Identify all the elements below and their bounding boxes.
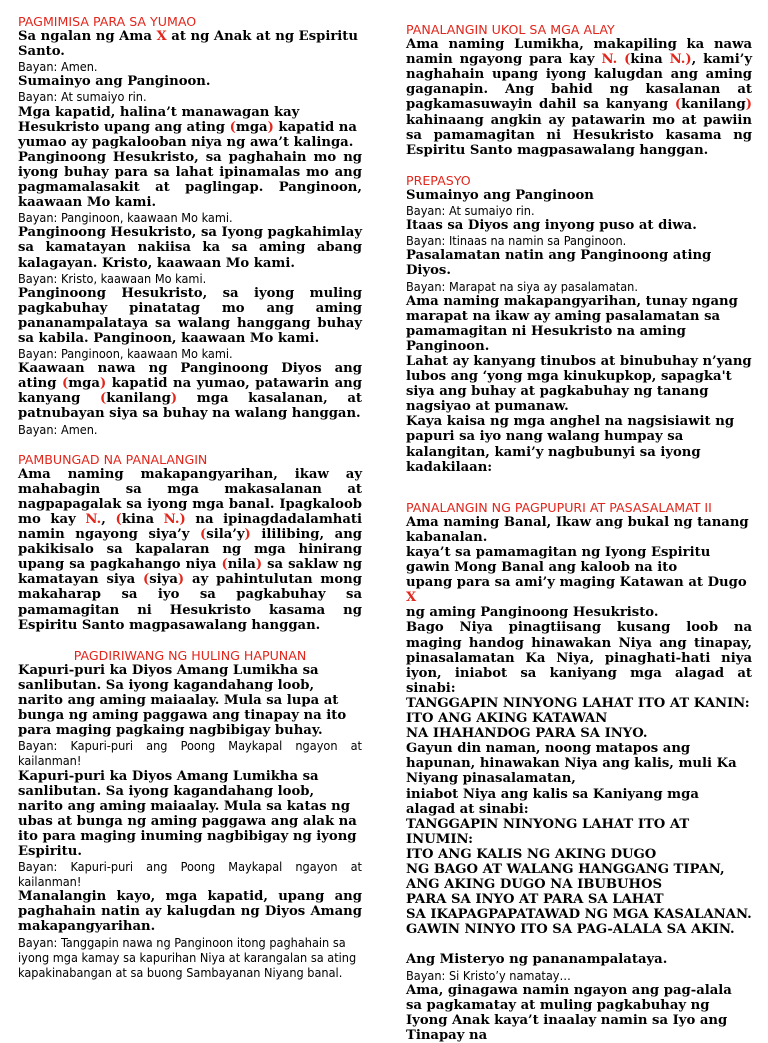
rubric-mark: ) (244, 527, 251, 543)
rubric-mark: N. (669, 52, 686, 68)
prayer-text-s1-p4: Panginoong Hesukristo, sa paghahain mo ng iyong buhay para sa lahat ipinamalas mo ang pagmamalasakit at paglingap. Panginoon, kaawaan Mo kami. (18, 149, 362, 211)
prayer-text-s4-p1: Ama naming Lumikha, makapiling ka nawa namin ngayong para kay N. (kina N.), kami’y naghahain upang iyong kalugdan ang aming gaganapin. Ang bahid ng kasalanan at pagkamasuwayin dahil sa kanyang (kanilang) kahinaang angkin ay patawarin mo at pawiin sa pamamagitan ni Hesukristo kasama ng Espiritu Santo magpasawalang hanggan. (406, 37, 752, 158)
section-heading-s3-h: PAGDIRIWANG NG HULING HAPUNAN (73, 647, 307, 663)
rubric-mark: ( (229, 119, 236, 135)
rubric-mark: ( (115, 512, 122, 527)
rubric-mark: N. (601, 52, 618, 68)
prayer-text-s1-p6: Panginoong Hesukristo, sa iyong muling pagkabuhay pinatatag mo ang aming pananampalataya sa walang hanggang buhay sa kabila. Panginoon, kaawaan Mo kami. (18, 285, 362, 346)
rubric-mark: ( (674, 97, 682, 113)
response-line-s1-b1: Bayan: Amen. (18, 59, 98, 75)
spacer (18, 437, 362, 452)
spacer (406, 475, 752, 500)
prayer-text-s5-p1: Sumainyo ang Panginoon (406, 187, 594, 203)
prayer-text-s3-p3: Manalangin kayo, mga kapatid, upang ang paghahain natin ay kalugdan ng Diyos Amang makapangyarihan. (18, 889, 362, 935)
prayer-text-s6-p3: Bago Niya pinagtiisang kusang loob na maging handog hinawakan Niya ang tinapay, pinasalamatan Ka Niya, pinaghati-hati niya iyon, iniabot sa kaniyang mga alagad at sinabi: (406, 620, 752, 696)
section-heading-s5-h: PREPASYO (406, 172, 471, 188)
prayer-text-s6-p5: Gayun din naman, noong matapos ang hapunan, hinawakan Niya ang kalis, muli Ka Niyang pinasalamatan, iniabot Niya ang kalis sa Kaniyang mga alagad at sinabi: (406, 741, 737, 817)
left-column (18, 14, 362, 980)
response-line-s5-b3: Bayan: Marapat na siya ay pasalamatan. (406, 278, 638, 294)
prayer-text-s3-p2: Kapuri-puri ka Diyos Amang Lumikha sa sanlibutan. Sa iyong kagandahang loob, narito ang aming maiaalay. Mula sa katas ng ubas at bunga ng aming paggawa ang alak na ito para maging inuming nagbibigay ng iyong Espiritu. (18, 768, 357, 859)
rubric-mark: ( (624, 52, 631, 68)
prayer-text-s3-p1: Kapuri-puri ka Diyos Amang Lumikha sa sanlibutan. Sa iyong kagandahang loob, narito ang aming maiaalay. Mula sa lupa at bunga ng aming paggawa ang tinapay na ito para maging pagkaing nagbibigay buhay. (18, 662, 347, 739)
response-line-s1-b2: Bayan: At sumaiyo rin. (18, 89, 147, 105)
rubric-mark: X (406, 590, 417, 606)
prayer-text-s5-p6: Kaya kaisa ng mga anghel na nagsisiawit ng papuri sa iyo nang walang humpay sa kalangitan, kami’y nagbubunyi sa iyong kadakilaan: (406, 414, 735, 475)
section-heading-s1-h: PAGMIMISA PARA SA YUMAO (18, 14, 197, 29)
response-line-s5-b2: Bayan: Itinaas na namin sa Panginoon. (406, 233, 627, 249)
spacer (406, 158, 752, 173)
section-heading-s2-h: PAMBUNGAD NA PANALANGIN (18, 451, 208, 467)
prayer-text-s1-p2: Sumainyo ang Panginoon. (18, 74, 211, 90)
prayer-text-s1-p7: Kaawaan nawa ng Panginoong Diyos ang ating (mga) kapatid na yumao, patawarin ang kanyang (kanilang) mga kasalanan, at patnubayan siya sa buhay na walang hanggan. (18, 361, 362, 422)
rubric-mark: ) (177, 572, 185, 588)
prayer-text-s6-p2: kaya’t sa pamamagitan ng Iyong Espiritu gawin Mong Banal ang kaloob na ito upang para sa ami’y maging Katawan at Dugo X ng aming Panginoong Hesukristo. (406, 545, 747, 621)
response-line-s5-b1: Bayan: At sumaiyo rin. (406, 203, 535, 219)
rubric-mark: ) (179, 512, 186, 527)
prayer-text-s6-p4: TANGGAPIN NINYONG LAHAT ITO AT KANIN: ITO ANG AKING KATAWAN NA IHAHANDOG PARA SA INYO. (406, 695, 750, 742)
rubric-mark: N. (85, 512, 102, 527)
prayer-text-s1-p5: Panginoong Hesukristo, sa Iyong pagkahimlay sa kamatayan nakiisa ka sa aming abang kalagayan. Kristo, kaawaan Mo kami. (18, 225, 362, 271)
rubric-mark: ) (99, 376, 107, 392)
rubric-mark: ) (745, 97, 752, 113)
rubric-mark: ( (61, 376, 69, 392)
response-line-s1-b6: Bayan: Amen. (18, 421, 98, 437)
rubric-mark: ( (99, 391, 107, 407)
response-line-s1-b3: Bayan: Panginoon, kaawaan Mo kami. (18, 210, 233, 226)
prayer-text-s2-p1: Ama naming makapangyarihan, ikaw ay mahabagin sa mga makasalanan at nagpapagalak sa iyong mga banal. Ipagkaloob mo kay N., (kina N.) na ipinagdadalamhati namin ngayong siya’y (sila’y) ililibing, ang pakikisalo sa kapalaran ng mga hinirang upang sa pagkahango niya (nila) sa saklaw ng kamatayan siya (siya) ay pahintulutan mong makaharap sa iyo sa pagkabuhay sa pamamagitan ni Hesukristo kasama ng Espiritu Santo magpasawalang hanggan. (18, 466, 363, 633)
section-heading-s6-h: PANALANGIN NG PAGPUPURI AT PASASALAMAT II (406, 499, 712, 515)
rubric-mark: ) (255, 557, 263, 573)
response-line-s1-b4: Bayan: Kristo, kaawaan Mo kami. (18, 270, 207, 286)
response-line-s3-b1: Bayan: Kapuri-puri ang Poong Maykapal ngayon at kailanman! (18, 738, 362, 769)
prayer-text-s6-p8: Ama, ginagawa namin ngayon ang pag-alala sa pagkamatay at muling pagkabuhay ng Iyong Anak kaya’t inaalay namin sa Iyo ang Tinapay na (406, 982, 732, 1043)
rubric-mark: N. (163, 512, 180, 527)
prayer-text-s5-p2: Itaas sa Diyos ang inyong puso at diwa. (406, 218, 697, 234)
section-heading-s4-h: PANALANGIN UKOL SA MGA ALAY (406, 22, 615, 37)
spacer (18, 633, 362, 648)
prayer-text-s6-p1: Ama naming Banal, Ikaw ang bukal ng tanang kabanalan. (406, 514, 749, 545)
response-line-s3-b2: Bayan: Kapuri-puri ang Poong Maykapal ngayon at kailanman! (18, 859, 362, 890)
prayer-text-s5-p5: Lahat ay kanyang tinubos at binubuhay n’yang lubos ang ‘yong mga kinukupkop, sapagka't siya ang buhay at pagkabuhay ng tanang nagsiyao at pumanaw. (406, 353, 752, 415)
spacer (406, 937, 752, 952)
prayer-text-s1-p3: Mga kapatid, halina’t manawagan kay Hesukristo upang ang ating (mga) kapatid na yumao ay pagkalooban niya ng awa’t kalinga. (18, 104, 357, 150)
rubric-mark: ) (170, 391, 178, 407)
rubric-mark: ) (267, 119, 274, 135)
rubric-mark: ) (685, 52, 692, 68)
prayer-text-s6-p7: Ang Misteryo ng pananampalataya. (406, 952, 668, 968)
response-line-s3-b3: Bayan: Tanggapin nawa ng Panginoon itong paghahain sa iyong mga kamay sa kapurihan Niya at karangalan sa ating kapakinabangan at sa buong Sambayanan Niyang banal. (18, 934, 357, 980)
prayer-text-s1-p1: Sa ngalan ng Ama X at ng Anak at ng Espiritu Santo. (18, 29, 358, 60)
rubric-mark: ( (200, 527, 207, 543)
prayer-text-s5-p4: Ama naming makapangyarihan, tunay ngang marapat na ikaw ay aming pasalamatan sa pamamagitan ni Hesukristo na aming Panginoon. (406, 293, 738, 354)
spacer (406, 14, 752, 22)
rubric-mark: X (156, 29, 167, 45)
response-line-s1-b5: Bayan: Panginoon, kaawaan Mo kami. (18, 346, 233, 362)
response-line-s6-b1: Bayan: Si Kristo’y namatay… (406, 967, 571, 983)
rubric-mark: ( (143, 572, 150, 588)
rubric-mark: ( (221, 557, 228, 573)
prayer-text-s6-p6: TANGGAPIN NINYONG LAHAT ITO AT INUMIN: ITO ANG KALIS NG AKING DUGO NG BAGO AT WALANG HANGGANG TIPAN, ANG AKING DUGO NA IBUBUHOS PARA SA INYO AT PARA SA LAHAT SA IKAPAGPAPATAWAD NG MGA KASALANAN. GAWIN NINYO ITO SA PAG-ALALA SA AKIN. (406, 816, 752, 938)
right-column (406, 14, 752, 1043)
prayer-text-s5-p3: Pasalamatan natin ang Panginoong ating Diyos. (406, 248, 712, 279)
